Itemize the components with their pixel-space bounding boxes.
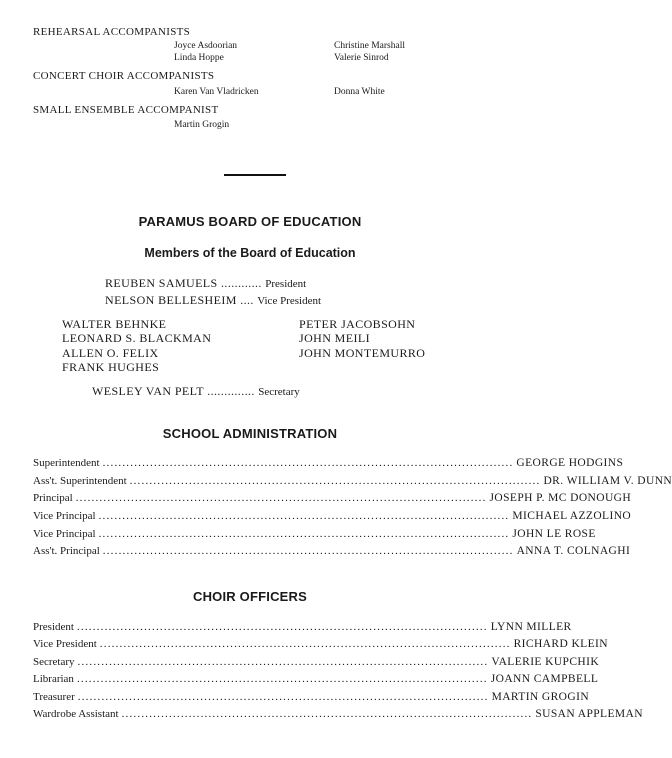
board-title: PARAMUS BOARD OF EDUCATION [138, 214, 362, 229]
section-divider [224, 174, 286, 176]
choir-label: Secretary [33, 656, 75, 668]
choir-label: Librarian [33, 673, 74, 685]
admin-row [33, 510, 632, 522]
board-member: JOHN MONTEMURRO [299, 346, 426, 360]
accompanist-name: Christine Marshall [334, 41, 405, 51]
choir-officers-title: CHOIR OFFICERS [192, 589, 308, 604]
choir-row [33, 673, 599, 685]
rehearsal-accompanists-heading: REHEARSAL ACCOMPANISTS [33, 26, 191, 38]
choir-value: RICHARD KLEIN [513, 638, 608, 650]
admin-row [33, 492, 632, 504]
concert-accompanists-heading: CONCERT CHOIR ACCOMPANISTS [33, 70, 215, 82]
board-vice-president-name: NELSON BELLESHEIM [105, 293, 237, 307]
choir-value: LYNN MILLER [490, 621, 572, 633]
board-member: LEONARD S. BLACKMAN [62, 331, 212, 345]
admin-label: Vice Principal [33, 528, 96, 540]
admin-value: JOSEPH P. MC DONOUGH [489, 492, 632, 504]
choir-row [33, 656, 600, 668]
board-president-role: President [265, 278, 307, 290]
leader-dots: ........................................................................................................ [102, 545, 514, 557]
accompanist-name: Martin Grogin [174, 120, 230, 130]
board-vice-president-line [105, 293, 321, 308]
leader-dots: ........................................................................................................ [102, 457, 514, 469]
board-member: JOHN MEILI [299, 331, 370, 345]
admin-row [33, 475, 672, 487]
admin-label: Principal [33, 492, 73, 504]
board-member: FRANK HUGHES [62, 360, 160, 374]
choir-label: Vice President [33, 638, 97, 650]
accompanist-name: Karen Van Vladricken [174, 87, 259, 97]
choir-row [33, 621, 572, 633]
choir-row [33, 708, 643, 720]
choir-value: JOANN CAMPBELL [490, 673, 599, 685]
choir-value: MARTIN GROGIN [491, 691, 590, 703]
accompanist-name: Valerie Sinrod [334, 53, 389, 63]
leader-dots: ........................................................................................................ [129, 475, 541, 487]
choir-row [33, 638, 608, 650]
board-secretary-line [92, 384, 300, 399]
leader-dots: ........................................................................................................ [121, 708, 533, 720]
accompanist-name: Joyce Asdoorian [174, 41, 238, 51]
leader-dots: .............. [207, 384, 255, 398]
leader-dots: ........................................................................................................ [75, 492, 487, 504]
board-secretary-name: WESLEY VAN PELT [92, 384, 204, 398]
admin-value: JOHN LE ROSE [512, 528, 596, 540]
board-president-line [105, 276, 306, 291]
leader-dots: ........................................................................................................ [76, 673, 488, 685]
choir-label: President [33, 621, 74, 633]
board-member: ALLEN O. FELIX [62, 346, 159, 360]
choir-label: Wardrobe Assistant [33, 708, 119, 720]
leader-dots: ........................................................................................................ [77, 691, 489, 703]
accompanist-name: Donna White [334, 87, 385, 97]
leader-dots: ........................................................................................................ [98, 528, 510, 540]
admin-label: Vice Principal [33, 510, 96, 522]
choir-row [33, 691, 590, 703]
choir-value: SUSAN APPLEMAN [535, 708, 643, 720]
leader-dots: ........................................................................................................ [98, 510, 510, 522]
admin-row [33, 545, 631, 557]
choir-label: Treasurer [33, 691, 75, 703]
leader-dots: ........................................................................................................ [99, 638, 511, 650]
leader-dots: ........................................................................................................ [77, 656, 489, 668]
accompanist-name: Linda Hoppe [174, 53, 224, 63]
admin-label: Ass't. Principal [33, 545, 100, 557]
admin-label: Superintendent [33, 457, 100, 469]
administration-title: SCHOOL ADMINISTRATION [162, 426, 338, 441]
admin-value: DR. WILLIAM V. DUNN [543, 475, 672, 487]
board-member: PETER JACOBSOHN [299, 317, 416, 331]
admin-value: ANNA T. COLNAGHI [516, 545, 631, 557]
admin-value: GEORGE HODGINS [516, 457, 624, 469]
board-president-name: REUBEN SAMUELS [105, 276, 218, 290]
admin-label: Ass't. Superintendent [33, 475, 127, 487]
board-subtitle: Members of the Board of Education [144, 246, 356, 260]
small-ensemble-accompanist-heading: SMALL ENSEMBLE ACCOMPANIST [33, 104, 219, 116]
leader-dots: .... [240, 293, 254, 307]
leader-dots: ............ [221, 276, 262, 290]
board-member: WALTER BEHNKE [62, 317, 167, 331]
board-vice-president-role: Vice President [257, 295, 322, 307]
admin-row [33, 528, 596, 540]
leader-dots: ........................................................................................................ [76, 621, 488, 633]
choir-value: VALERIE KUPCHIK [491, 656, 600, 668]
board-secretary-role: Secretary [258, 386, 300, 398]
admin-row [33, 457, 624, 469]
admin-value: MICHAEL AZZOLINO [512, 510, 632, 522]
